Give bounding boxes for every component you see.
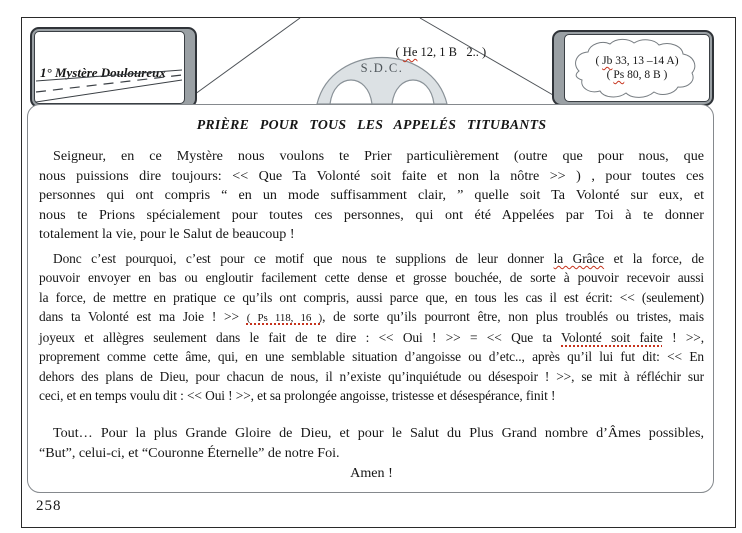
scripture-cloud-box [552,30,714,106]
body-line: personnes qui ont compris “ en un mode suffisamment clair, ” quelle soit Ta Volonté sur eux, et [39,187,704,204]
meditation-label-box [30,27,197,108]
body-text: et la force, de [604,250,704,266]
body-text: joyeux et allègres seulement dans le fait de te dire : << Oui ! >> = << Que ta [39,330,562,346]
body-line: dehors des plans de Dieu, pour chacun de nous, il n’existe qu’inquiétude ou désespoir ! >>, se mit à réfléchir sur [39,368,704,384]
ref-book-ps: Ps [613,69,625,81]
ref-rest: 80, 8 B ) [624,69,668,81]
ref-open: ( [595,55,603,67]
road-perspective-line-left [191,18,300,97]
ref-open: ( [606,69,614,81]
body-line [39,328,704,347]
ref-book-he: He [402,45,418,59]
scripture-ref-job [595,54,678,68]
body-line: totalement la vie, pour le Salut de beaucoup ! [39,226,295,243]
scripture-ref-ps118: ( Ps 118, 16 ) [246,311,323,324]
content-box [27,104,714,493]
body-line: pouvoir envoyer en bas ou engloutir facilement cette dense et grosse bouchée, de sorte à pouvoir recevoir aussi [39,270,704,286]
body-line: Seigneur, en ce Mystère nous voulons te Prier particulièrement (outre que pour nous, que [53,148,704,164]
ref-rest: 12, 1 B 2.. ) [417,45,487,59]
body-line: nous puissions dire toujours: << Que Ta Volonté soit faite et non la nôtre >> ) , pour toutes ces [39,167,704,184]
paragraph-2 [39,249,704,405]
body-line [39,249,704,268]
spellcheck-volonte: Volonté soit faite [561,330,663,346]
page-number: 258 [36,498,62,514]
ref-rest: 33, 13 –14 A) [612,55,679,67]
ref-open: ( [395,45,403,59]
body-line: “But”, celui-ci, et “Couronne Éternelle” de notre Foi. [39,444,340,461]
mystery-line: 1° Mystère Douloureux [40,65,166,80]
ref-book-jb: Jb [602,55,613,67]
amen-line: Amen ! [350,464,393,481]
paragraph-3 [39,424,704,463]
page-title: PRIÈRE POUR TOUS LES APPELÉS TITUBANTS [196,117,547,132]
meditation-label-inner [34,31,185,104]
body-text: dans ta Volonté est ma Joie ! >> [39,308,247,324]
body-line: Tout… Pour la plus Grande Gloire de Dieu, et pour le Salut du Plus Grand nombre d’Âmes possibles, [53,425,704,442]
road-icon [35,67,184,103]
scripture-cloud-inner [564,34,710,102]
body-line: proprement comme cette âme, qui, en une semblable situation d’angoisse ou d’etc.., après qu’il lui fut dit: << En [39,349,704,365]
body-text: ! >>, [662,330,704,346]
spellcheck-la-grace: la Grâce [553,250,605,266]
body-text: , de sorte qu’ils pourront être, non plus troublés ou tristes, mais [322,308,704,324]
body-text: Donc c’est pourquoi, c’est pour ce motif que nous te supplions de leur donner [53,250,554,266]
scripture-ref-psalm [607,68,668,82]
paragraph-1 [39,147,704,245]
body-line: la force, de mettre en pratique ce qu’ils ont compris, aussi parce que, en tous les cas il est écrit: << (seulement) [39,289,704,305]
body-line: ceci, et en temps voulu dit : << Oui ! >>, et sa prolongée angoisse, tristesse et désespérance, finit ! [39,388,556,404]
body-line [39,307,704,328]
body-line: nous te Prions spécialement pour toutes ces personnes, qui ont été Appelées par Toi à te donner [39,206,704,223]
arch-label-sdc: S.D.C. [360,61,404,75]
